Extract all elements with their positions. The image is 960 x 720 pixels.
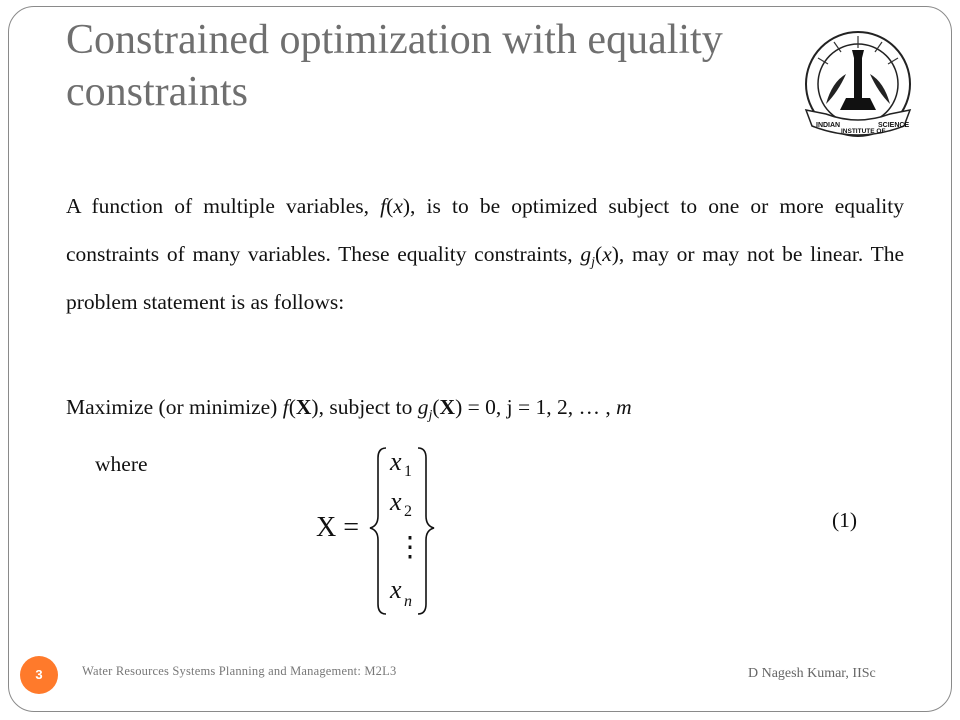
matrix-vdots: ⋮ xyxy=(396,532,424,563)
where-label: where xyxy=(95,452,148,476)
eq-j: j xyxy=(428,407,433,423)
matrix-entry-2-sub: 2 xyxy=(404,503,412,520)
eq-X1: X xyxy=(295,395,312,419)
logo-text-institute: INSTITUTE OF xyxy=(841,128,886,135)
logo-text-science: SCIENCE xyxy=(878,122,910,129)
iisc-logo xyxy=(796,22,920,142)
intro-paragraph: A function of multiple variables, f(x), is to be optimized subject to one or more equality constraints of many variables. These equality constraints, $g_j(x)$, may or may not be linear. The problem statement is as follows: xyxy=(66,194,904,314)
eq-g: g xyxy=(417,395,429,419)
page-number-badge: 3 xyxy=(20,656,58,694)
slide-title: Constrained optimization with equality constraints xyxy=(66,17,723,115)
para-text-3: , may or may not be linear. The problem statement is as follows: xyxy=(66,242,904,314)
matrix-entry-2: x xyxy=(390,487,402,516)
para-g: g xyxy=(580,242,592,266)
eq-m: m xyxy=(616,395,632,419)
matrix-lhs: X = xyxy=(316,512,360,543)
matrix-right-brace xyxy=(418,448,434,614)
footer-author: D Nagesh Kumar, IISc xyxy=(748,666,876,681)
para-f: f xyxy=(380,194,387,218)
eq-mid: , subject to xyxy=(318,395,418,419)
eq-prefix: Maximize (or minimize) xyxy=(66,395,283,419)
problem-statement: Maximize (or minimize) f(X), subject to $g_j(X) = 0$, j = 1, 2, … , m xyxy=(66,395,632,423)
para-x2: x xyxy=(602,242,612,266)
eq-suffix: = 0, j = 1, 2, … , xyxy=(462,395,617,419)
para-j: j xyxy=(591,254,596,270)
matrix-entry-1-sub: 1 xyxy=(404,463,412,480)
matrix-entry-n: x xyxy=(390,575,402,604)
matrix-entry-1: x xyxy=(390,447,402,476)
vector-definition xyxy=(300,440,450,620)
para-text-2: , is to be optimized subject to one or more equality constraints of many variables. These equality constraints, xyxy=(66,194,904,266)
matrix-left-brace xyxy=(370,448,386,614)
para-text-1: A function of multiple variables, xyxy=(66,194,381,218)
eq-X2: X xyxy=(439,395,456,419)
logo-text-indian: INDIAN xyxy=(816,122,841,129)
equation-number: (1) xyxy=(832,508,858,532)
footer-course: Water Resources Systems Planning and Management: M2L3 xyxy=(82,664,397,678)
matrix-entry-n-sub: n xyxy=(404,593,412,610)
para-x1: x xyxy=(393,194,403,218)
eq-f: f xyxy=(282,395,289,419)
